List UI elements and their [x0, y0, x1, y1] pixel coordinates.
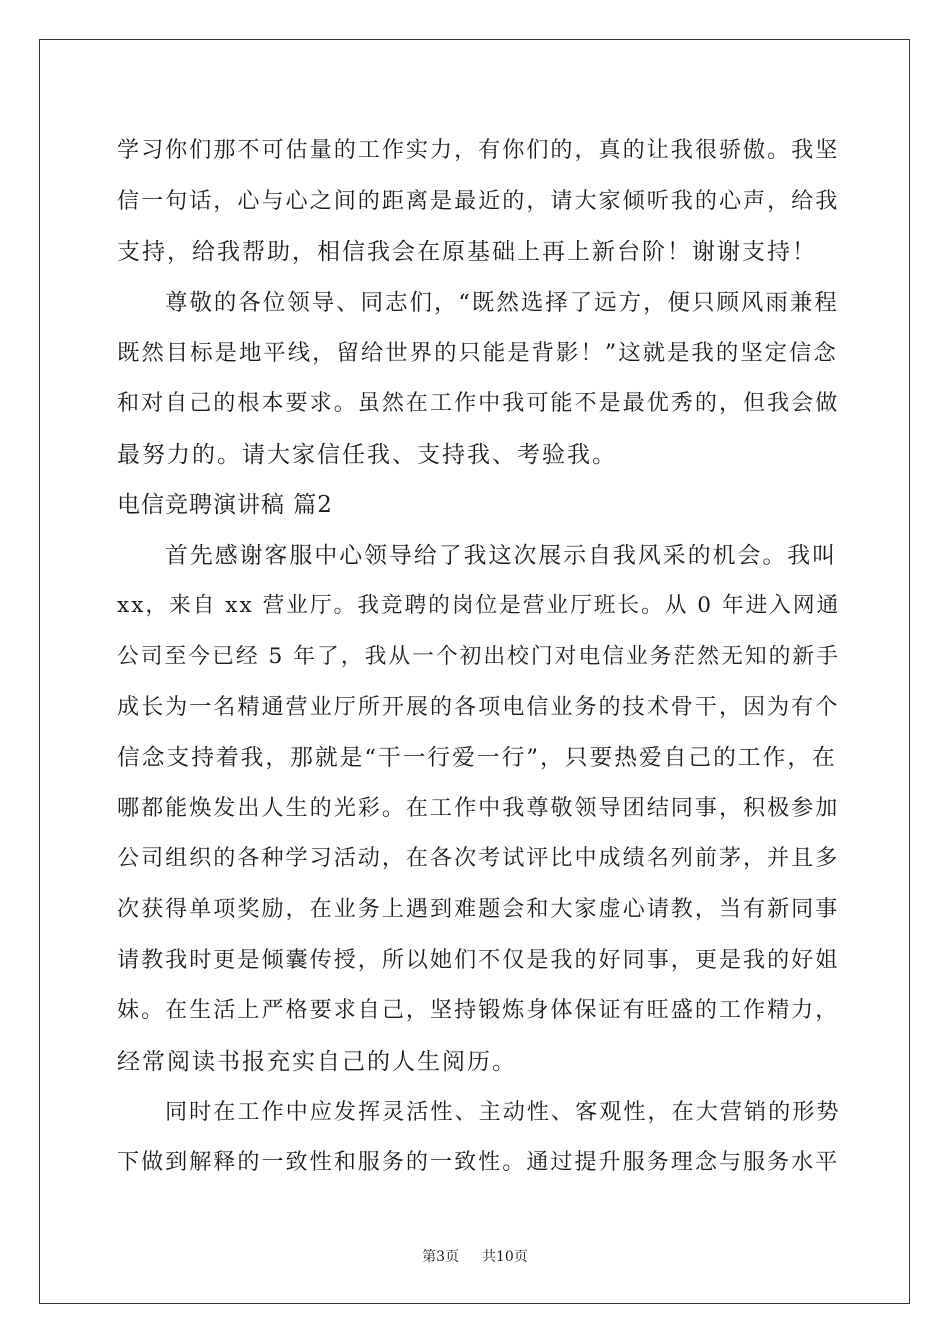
text-line: 最努力的。请大家信任我、支持我、考验我。	[117, 441, 617, 468]
section-heading: 电信竞聘演讲稿 篇2	[117, 492, 333, 519]
paragraph-first-line: 首先感谢客服中心领导给了我这次展示自我风采的机会。我叫	[165, 542, 838, 569]
page-footer	[0, 1246, 950, 1266]
text-line: 经常阅读书报充实自己的人生阅历。	[117, 1048, 517, 1075]
text-line: 请教我时更是倾囊传授，所以她们不仅是我的好同事，更是我的好姐	[117, 947, 840, 973]
text-line: 学习你们那不可估量的工作实力，有你们的，真的让我很骄傲。我坚	[117, 138, 840, 163]
text-line: 成长为一名精通营业厅所开展的各项电信业务的技术骨干，因为有个	[117, 694, 840, 720]
text-line: 次获得单项奖励，在业务上遇到难题会和大家虚心请教，当有新同事	[117, 896, 840, 922]
text-line: 哪都能焕发出人生的光彩。在工作中我尊敬领导团结同事，积极参加	[117, 795, 840, 821]
paragraph-first-line: 同时在工作中应发挥灵活性、主动性、客观性，在大营销的形势	[165, 1099, 841, 1126]
page-total: 共10页	[482, 1249, 528, 1265]
page-number: 第3页	[422, 1249, 460, 1265]
text-line: 下做到解释的一致性和服务的一致性。通过提升服务理念与服务水平	[117, 1149, 840, 1175]
paragraph-first-line: 尊敬的各位领导、同志们，“既然选择了远方，便只顾风雨兼程	[165, 289, 839, 316]
text-line: 信念支持着我，那就是“干一行爱一行”，只要热爱自己的工作，在	[117, 745, 837, 772]
text-line: 公司组织的各种学习活动，在各次考试评比中成绩名列前茅，并且多	[117, 846, 840, 872]
document-body	[117, 126, 841, 1188]
text-line: 和对自己的根本要求。虽然在工作中我可能不是最优秀的，但我会做	[117, 390, 840, 416]
text-line: xx，来自 xx 营业厅。我竞聘的岗位是营业厅班长。从 0 年进入网通	[117, 593, 841, 619]
text-line: 信一句话，心与心之间的距离是最近的，请大家倾听我的心声，给我	[117, 188, 840, 214]
text-line: 既然目标是地平线，留给世界的只能是背影！”这就是我的坚定信念	[117, 340, 838, 367]
text-line: 妹。在生活上严格要求自己，坚持锻炼身体保证有旺盛的工作精力，	[117, 998, 840, 1024]
text-line: 公司至今已经 5 年了，我从一个初出校门对电信业务茫然无知的新手	[117, 643, 840, 669]
text-line: 支持，给我帮助，相信我会在原基础上再上新台阶！谢谢支持！	[117, 239, 817, 266]
